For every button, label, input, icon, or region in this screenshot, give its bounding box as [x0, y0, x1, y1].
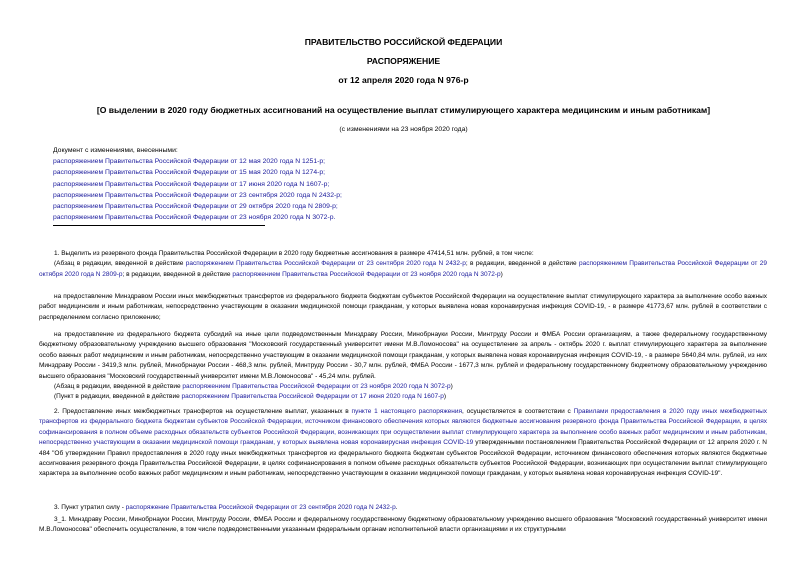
note-link-3072-b[interactable]: распоряжением Правительства Российской Федерации от 23 ноября 2020 года N 3072-р	[182, 383, 451, 391]
document-type: РАСПОРЯЖЕНИЕ	[366, 56, 441, 66]
paragraph-3-note-1	[39, 382, 767, 392]
paragraph-3-note-2	[39, 392, 767, 402]
amendment-link-5[interactable]: распоряжением Правительства Российской Федерации от 29 октября 2020 года N 2809-р;	[53, 203, 338, 211]
paragraph-3	[39, 330, 767, 403]
p5-text-b: .	[395, 504, 398, 511]
document-date-number: от 12 апреля 2020 года N 976-р	[338, 75, 469, 85]
note-text: (Абзац в редакции, введенной в действие	[54, 383, 183, 391]
paragraph-4	[39, 407, 767, 480]
p4-text-a: 2. Предоставление иных межбюджетных трансфертов на осуществление выплат, указанных в	[54, 408, 352, 415]
note-link-3072[interactable]: распоряжением Правительства Российской Федерации от 23 ноября 2020 года N 3072-р	[232, 270, 501, 278]
note-text: ; в редакции, введенной в действие	[465, 260, 579, 268]
note-text: ; в редакции, введенной в действие	[122, 270, 233, 278]
document-org: ПРАВИТЕЛЬСТВО РОССИЙСКОЙ ФЕДЕРАЦИИ	[304, 37, 503, 47]
note-link-1607[interactable]: распоряжением Правительства Российской Федерации от 17 июня 2020 года N 1607-р	[181, 393, 444, 401]
p5-text-a: 3. Пункт утратил силу -	[54, 504, 126, 511]
amendment-link-6[interactable]: распоряжением Правительства Российской Федерации от 23 ноября 2020 года N 3072-р.	[53, 214, 336, 222]
amendment-link-4[interactable]: распоряжением Правительства Российской Федерации от 23 сентября 2020 года N 2432-р;	[53, 191, 342, 199]
link-2432[interactable]: распоряжение Правительства Российской Федерации от 23 сентября 2020 года N 2432-р	[125, 504, 396, 511]
amendment-link-1[interactable]: распоряжением Правительства Российской Федерации от 12 мая 2020 года N 1251-р;	[53, 158, 326, 166]
document-subtitle: (с изменениями на 23 ноября 2020 года)	[339, 126, 468, 133]
link-rules[interactable]: Правилами предоставления в 2020 году иных межбюджетных трансфертов из федерального бюджета бюджетам субъектов Российской Федерации, источником финансового обеспечения которых являются бюджетные ассигнования резервного фонда Правительства Российской Федерации, в целях софинансирования в полном объеме расходных обязательств субъектов Российской Федерации, возникающих при осуществлении выплат стимулирующего характера за выполнение особо важных работ медицинским и иным работникам, непосредственно участвующим в оказании медицинской помощи гражданам, у которых выявлена новая коронавирусная инфекция COVID-19	[39, 408, 768, 447]
note-text: (Абзац в редакции, введенной в действие	[54, 260, 186, 268]
note-link-2432[interactable]: распоряжением Правительства Российской Федерации от 23 сентября 2020 года N 2432-р	[185, 260, 466, 268]
document-title: [О выделении в 2020 году бюджетных ассигнований на осуществление выплат стимулирующего характера медицинским и иным работникам]	[96, 105, 711, 115]
divider-line	[53, 225, 265, 226]
amendments-intro: Документ с изменениями, внесенными:	[53, 147, 178, 154]
note-text: )	[443, 393, 447, 401]
note-text: )	[450, 383, 453, 391]
note-text: (Пункт в редакции, введенной в действие	[54, 393, 182, 401]
note-text: )	[500, 270, 503, 278]
note-link-2809[interactable]: распоряжением Правительства Российской Федерации от 29 октября 2020 года N 2809-р	[39, 260, 767, 278]
p4-text-b: , осуществляется в соответствии с	[462, 408, 574, 415]
paragraph-1-note	[39, 259, 767, 280]
link-point-1[interactable]: пункте 1 настоящего распоряжения	[351, 408, 463, 415]
amendments-list	[53, 145, 342, 223]
paragraph-1	[39, 249, 767, 280]
paragraph-6: 3_1. Минздраву России, Минобрнауки России, Минтруду России, ФМБА России и федеральному государственному бюджетному образовательному учреждению высшего образования "Московский государственный университет имени М.В.Ломоносова" обеспечить осуществление, в том числе подведомственными указанным федеральным органам исполнительной власти организациями и их структурными	[39, 516, 767, 534]
amendment-link-2[interactable]: распоряжением Правительства Российской Федерации от 15 мая 2020 года N 1274-р;	[53, 169, 326, 177]
paragraph-5	[39, 503, 767, 513]
paragraph-3-text: на предоставление из федерального бюджета субсидий на иные цели подведомственным Минздраву России, Минобрнауки России, Минтруду России и ФМБА России организациям, а также федеральному государственному бюджетному образовательному учреждению высшего образования "Московский государственный университет имени М.В.Ломоносова" на осуществление за апрель - октябрь 2020 г. выплат стимулирующего характера за выполнение особо важных работ медицинским и иным работникам, непосредственно участвующим в оказании медицинской помощи гражданам, у которых выявлена новая коронавирусная инфекция COVID-19, - в размере 5640,84 млн. рублей, из них Минздраву России - 3419,3 млн. рублей, Минобрнауки России - 468,3 млн. рублей, Минтруду России - 30,7 млн. рублей, ФМБА России - 1677,3 млн. рублей и федеральному государственному бюджетному образовательному учреждению высшего образования "Московский государственный университет имени М.В.Ломоносова" - 45,24 млн. рублей.	[39, 331, 767, 380]
amendment-link-3[interactable]: распоряжением Правительства Российской Федерации от 17 июня 2020 года N 1607-р;	[53, 180, 330, 188]
p4-text-c: утвержденными постановлением Правительства Российской Федерации от 12 апреля 2020 г. N 484 "Об утверждении Правил предоставления в 2020 году иных межбюджетных трансфертов из федерального бюджета бюджетам субъектов Российской Федерации, источником финансового обеспечения которых являются бюджетные ассигнования резервного фонда Правительства Российской Федерации, в целях софинансирования в полном объеме расходных обязательств субъектов Российской Федерации, возникающих при осуществлении выплат стимулирующего характера за выполнение особо важных работ медицинским и иным работникам, непосредственно участвующим в оказании медицинской помощи гражданам, у которых выявлена новая коронавирусная инфекция COVID-19".	[39, 439, 767, 478]
paragraph-2: на предоставление Минздравом России иных межбюджетных трансфертов из федерального бюджета бюджетам субъектов Российской Федерации на осуществление выплат стимулирующего характера за выполнение особо важных работ медицинским и иным работникам, непосредственно участвующим в оказании медицинской помощи гражданам, у которых выявлена новая коронавирусная инфекция COVID-19, - в размере 41773,67 млн. рублей в соответствии с распределением согласно приложению;	[39, 293, 767, 321]
paragraph-1-text: 1. Выделить из резервного фонда Правительства Российской Федерации в 2020 году бюджетные ассигнования в размере 47414,51 млн. рублей, в том числе:	[54, 250, 534, 257]
